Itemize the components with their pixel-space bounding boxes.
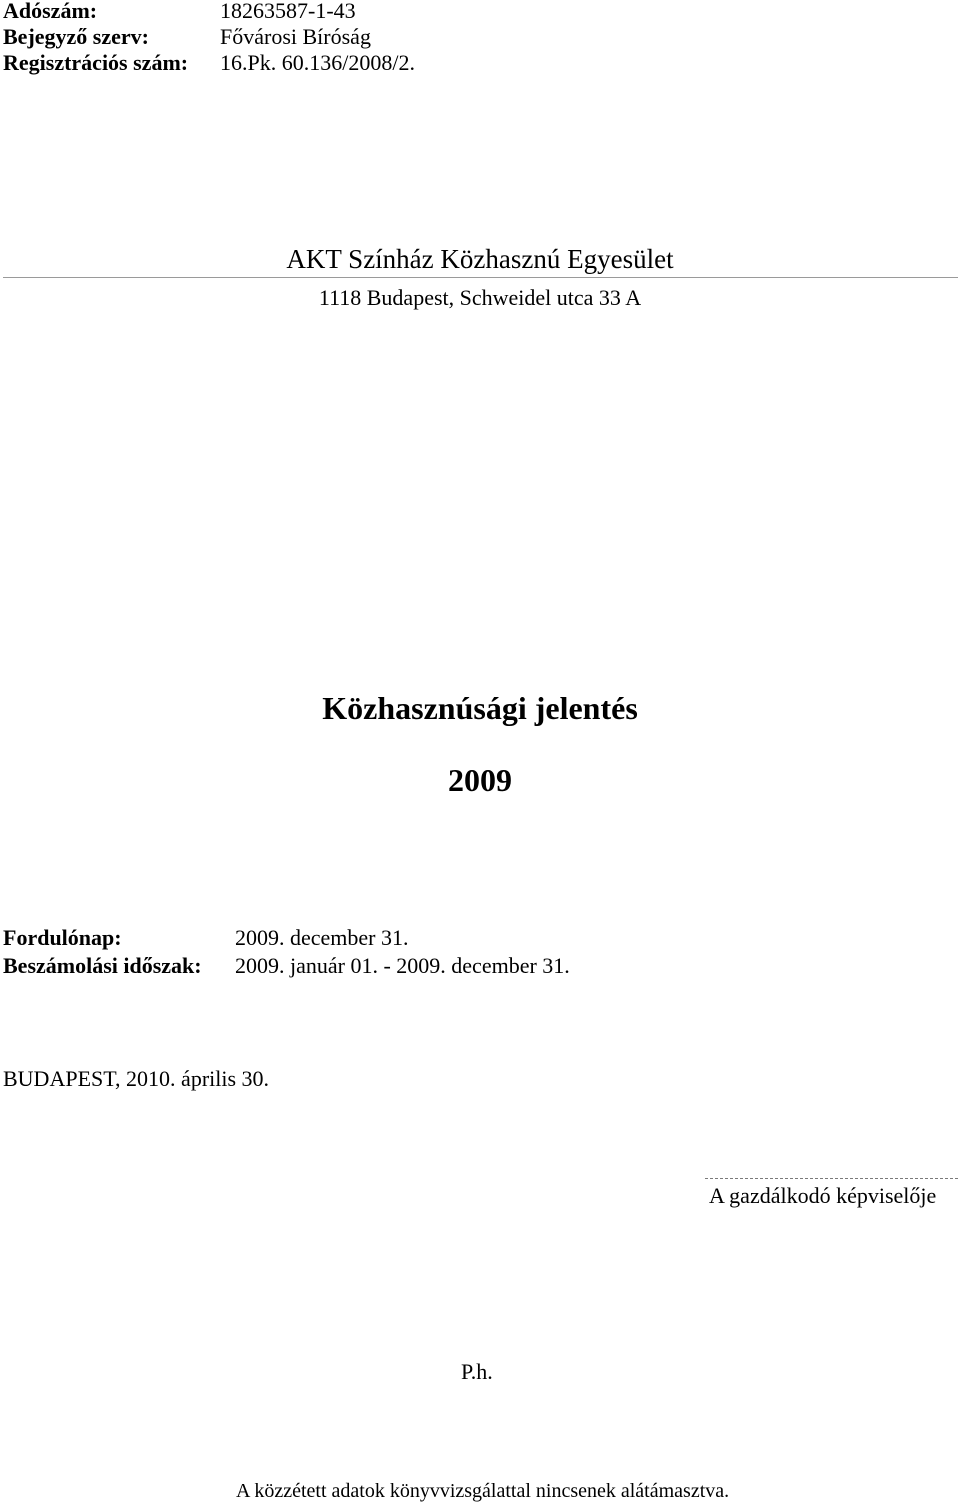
reporting-period-label: Beszámolási időszak:	[3, 953, 202, 978]
balance-date-label: Fordulónap:	[3, 925, 122, 950]
organization-divider	[3, 277, 958, 278]
signature-caption: A gazdálkodó képviselője	[709, 1183, 937, 1208]
stamp-placeholder: P.h.	[461, 1359, 493, 1384]
organization-name: AKT Színház Közhasznú Egyesület	[286, 244, 674, 274]
disclaimer: A közzétett adatok könyvvizsgálattal nincsenek alátámasztva.	[236, 1480, 730, 1502]
registrar-value: Fővárosi Bíróság	[220, 24, 371, 49]
balance-date-value: 2009. december 31.	[235, 925, 409, 950]
reporting-period-value: 2009. január 01. - 2009. december 31.	[235, 953, 570, 978]
tax-number-value: 18263587-1-43	[220, 0, 356, 23]
tax-number-label: Adószám:	[3, 0, 98, 23]
organization-address: 1118 Budapest, Schweidel utca 33 A	[318, 285, 642, 310]
registrar-label: Bejegyző szerv:	[3, 24, 149, 49]
registration-value: 16.Pk. 60.136/2008/2.	[220, 50, 415, 75]
signature-line	[705, 1178, 958, 1179]
report-title: Közhasznúsági jelentés	[322, 690, 638, 726]
registration-label: Regisztrációs szám:	[3, 50, 189, 75]
place-date: BUDAPEST, 2010. április 30.	[3, 1066, 270, 1091]
report-year: 2009	[448, 762, 512, 798]
